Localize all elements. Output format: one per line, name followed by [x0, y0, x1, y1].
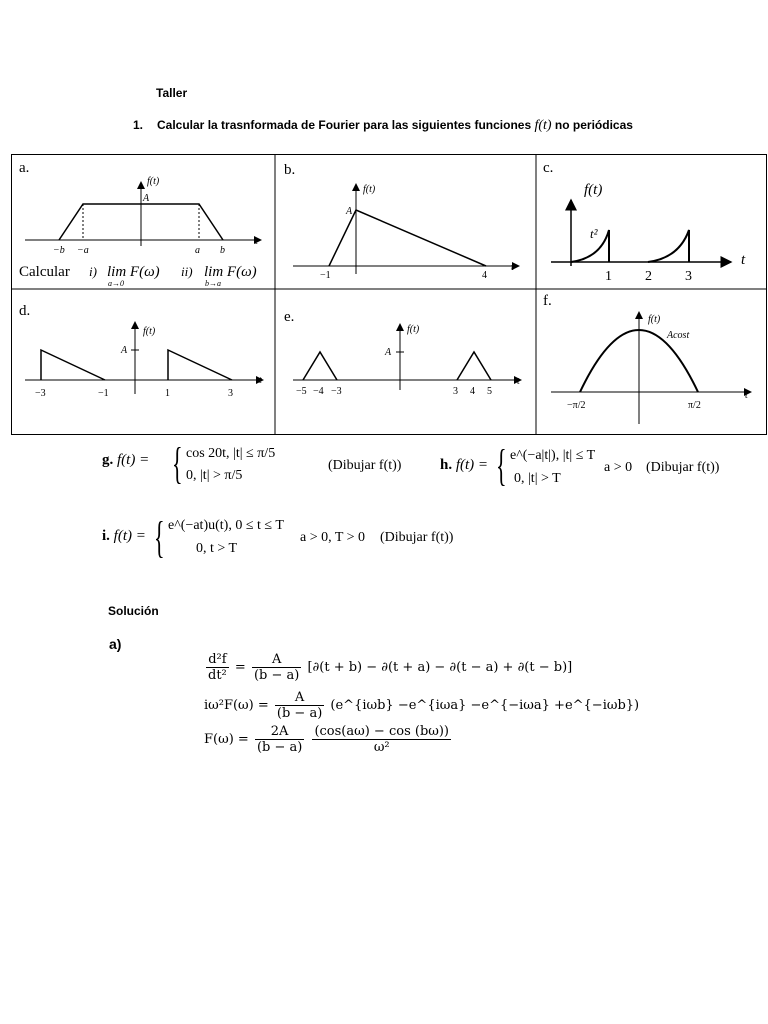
problem-i-case1: e^(−at)u(t), 0 ≤ t ≤ T	[168, 518, 284, 533]
item-text-main: Calcular la trasnformada de Fourier para las siguientes funciones	[157, 118, 532, 132]
problem-i-lhs: f(t) =	[113, 528, 146, 544]
eq1-coef-num: A	[252, 652, 301, 668]
calc-i: i)	[89, 264, 97, 279]
eq2-coef-num: A	[275, 690, 324, 706]
tick-label: −1	[98, 388, 109, 399]
tick-label: 4	[470, 386, 475, 397]
eq2-coef-den: (b − a)	[276, 706, 323, 721]
page-title: Taller	[156, 86, 188, 100]
tick-label: 2	[645, 269, 652, 284]
y-axis-label: f(t)	[143, 326, 156, 337]
brace-icon: {	[172, 439, 183, 488]
x-axis-label: t	[745, 390, 748, 401]
tick-label: −3	[331, 386, 342, 397]
eq3-frac-den: ω²	[373, 740, 390, 755]
panel-a-graph	[25, 176, 261, 256]
eq2-lhs: iω²F(ω) =	[204, 698, 269, 713]
curve-label: t²	[590, 226, 598, 241]
x-axis-label: t	[517, 376, 520, 387]
problem-h	[440, 457, 488, 474]
eq2-coef-fraction	[275, 690, 324, 721]
panel-e-label: e.	[284, 309, 295, 325]
problem-g-case2: 0, |t| > π/5	[186, 468, 243, 483]
eq3-lhs: F(ω) =	[204, 732, 249, 747]
x-axis-label: t	[741, 252, 746, 268]
solution-title: Solución	[108, 604, 159, 618]
eq2-rhs: (e^{iωb} −e^{iωa} −e^{−iωa} +e^{−iωb})	[330, 698, 640, 713]
item-func: f(t)	[534, 118, 552, 133]
y-axis-label: f(t)	[584, 182, 603, 198]
eq1-lhs-fraction	[206, 652, 229, 683]
calc-lim2: lim F(ω)	[204, 264, 257, 280]
tick-label: −4	[313, 386, 324, 397]
tick-label: 1	[165, 388, 170, 399]
problem-h-case1: e^(−a|t|), |t| ≤ T	[510, 448, 596, 463]
problem-i-cond: a > 0, T > 0	[300, 530, 366, 545]
panel-a-calc	[19, 264, 257, 288]
panel-b-graph	[293, 184, 519, 281]
triangle-curve	[329, 210, 486, 266]
x-axis-label: t	[259, 375, 262, 386]
tick-label: b	[220, 245, 225, 256]
eq3-coef-num: 2A	[255, 724, 304, 740]
y-axis-label: f(t)	[363, 184, 376, 195]
triangle-pulse	[303, 352, 337, 380]
problem-i	[102, 528, 146, 545]
eq3-coef-fraction	[255, 724, 304, 755]
y-axis-label: f(t)	[648, 314, 661, 325]
x-axis-label: t	[511, 262, 514, 273]
eq1-lhs-num: d²f	[206, 652, 229, 668]
x-axis-label: t	[255, 236, 258, 247]
calc-ii: ii)	[181, 264, 193, 279]
brace-icon: {	[496, 441, 507, 490]
problem-h-case2: 0, |t| > T	[514, 471, 561, 486]
eq3-coef-den: (b − a)	[256, 740, 303, 755]
panel-c-graph	[551, 182, 746, 284]
item-text	[157, 118, 633, 134]
calc-sub1: a→0	[108, 279, 124, 288]
tick-label: −a	[77, 245, 89, 256]
calc-sub2: b→a	[205, 279, 221, 288]
panel-e-graph	[293, 324, 521, 397]
eq3-main-fraction	[312, 724, 451, 755]
problem-g-case1: cos 20t, |t| ≤ π/5	[186, 446, 276, 461]
amplitude-label: A	[143, 193, 150, 204]
tick-label: π/2	[688, 400, 701, 411]
panel-c-label: c.	[543, 160, 554, 176]
problem-h-note: (Dibujar f(t))	[646, 460, 720, 475]
tick-label: −5	[296, 386, 307, 397]
brace-icon: {	[154, 513, 165, 562]
item-suffix: no periódicas	[554, 118, 633, 132]
panel-f-label: f.	[543, 293, 552, 309]
panel-d-graph	[25, 322, 263, 399]
problem-g-label: g.	[102, 452, 114, 468]
panel-d-label: d.	[19, 303, 31, 319]
tick-label: −b	[53, 245, 65, 256]
eq1-lhs-den: dt²	[208, 668, 227, 683]
calc-lim1: lim F(ω)	[107, 264, 160, 280]
problem-i-label: i.	[102, 528, 110, 544]
item-number: 1.	[133, 118, 144, 132]
tick-label: −π/2	[567, 400, 586, 411]
curve-label: Acost	[667, 330, 690, 341]
solution-part-label: a)	[109, 636, 122, 652]
sawtooth-curve	[168, 350, 232, 380]
function-graph-grid	[11, 154, 767, 435]
y-axis-label: f(t)	[407, 324, 420, 335]
tick-label: −1	[320, 270, 331, 281]
tick-label: a	[195, 245, 200, 256]
tick-label: 3	[228, 388, 233, 399]
equation-1: $\frac{\text{d²f}}{\text{dt²}}$ = $\frac{A}{(b - a)}$ [∂(t + b) − ∂(t + a) − ∂(t − a) + ∂(t − b)]	[208, 652, 573, 683]
problem-g-note: (Dibujar f(t))	[328, 458, 402, 473]
tick-label: 3	[453, 386, 458, 397]
problem-g-lhs: f(t) =	[117, 452, 150, 468]
panel-b-label: b.	[284, 162, 296, 178]
problem-h-label: h.	[440, 457, 453, 473]
triangle-pulse	[457, 352, 491, 380]
problem-g	[102, 452, 149, 469]
panel-a-label: a.	[19, 160, 30, 176]
problem-i-note: (Dibujar f(t))	[380, 530, 454, 545]
amplitude-label: A	[385, 347, 392, 358]
tick-label: 3	[685, 269, 692, 284]
tick-label: −3	[35, 388, 46, 399]
amplitude-label: A	[346, 206, 353, 217]
equation-2	[204, 690, 639, 721]
equation-3	[204, 724, 453, 755]
calc-text: Calcular	[19, 264, 70, 280]
panel-f-graph	[551, 312, 751, 424]
eq1-coef-fraction	[252, 652, 301, 683]
problem-h-lhs: f(t) =	[455, 457, 489, 473]
eq1-coef-den: (b − a)	[253, 668, 300, 683]
amplitude-label: A	[121, 345, 128, 356]
tick-label: 5	[487, 386, 492, 397]
sawtooth-curve	[41, 350, 105, 380]
parabola-curve	[648, 230, 689, 262]
problem-h-cond: a > 0	[604, 460, 633, 475]
problem-i-case2: 0, t > T	[196, 541, 238, 556]
tick-label: 1	[605, 269, 612, 284]
tick-label: 4	[482, 270, 487, 281]
eq1-rhs: [∂(t + b) − ∂(t + a) − ∂(t − a) + ∂(t − b)]	[307, 660, 573, 675]
y-axis-label: f(t)	[147, 176, 160, 187]
eq3-frac-num: (cos(aω) − cos (bω))	[314, 724, 450, 739]
